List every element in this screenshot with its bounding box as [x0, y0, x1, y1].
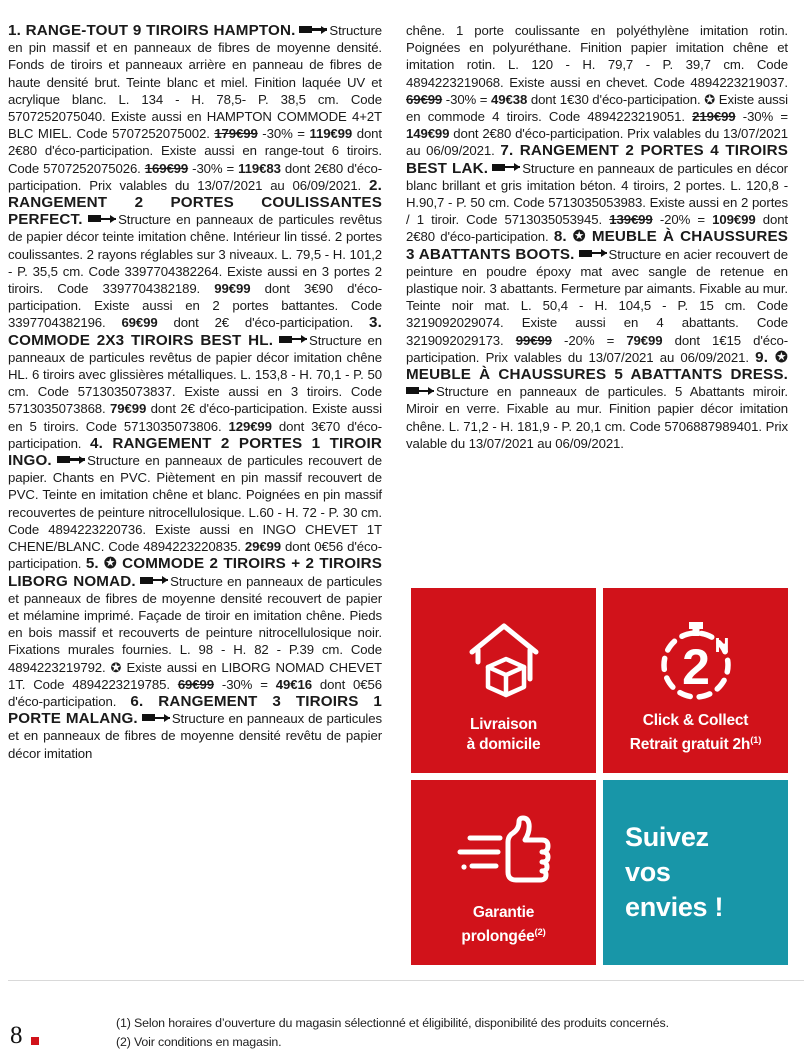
product-block-continued [406, 22, 788, 452]
product-description-end: dont 0€56 d'éco-participation. [8, 539, 382, 572]
footer-legal-notes [116, 1014, 812, 1052]
price-new: 49€16 [275, 676, 312, 692]
discount: -20% = [652, 212, 713, 228]
price-new: 49€38 [491, 91, 528, 107]
price-new: 79€99 [110, 401, 147, 417]
promo-footnote-ref: (1) [750, 734, 762, 746]
price-new: 119€99 [309, 126, 353, 142]
promo-line-2: prolongée [461, 928, 535, 945]
promo-line-2: Retrait gratuit 2h [629, 736, 751, 753]
price-new-2: 69€99 [121, 315, 158, 331]
price-new: 109€99 [712, 212, 756, 228]
price-old: 99€99 [515, 332, 552, 348]
promo-tile-follow[interactable] [603, 780, 788, 965]
bullet-arrow-icon [142, 713, 170, 722]
promo-tile-warranty[interactable] [411, 780, 596, 965]
text-column-left [0, 22, 382, 762]
price-old-2: 169€99 [144, 160, 189, 176]
discount: -20% = [551, 332, 627, 348]
product-description-mid: dont 1€30 d'éco-participation. ✪ Existe aussi en commode 4 tiroirs. Code 4894223219051. [406, 91, 788, 125]
product-description: Structure en panneaux de particules en décor blanc brillant et gris imitation béton. 4 tiroirs, 2 portes. L. 120,8 - H.90,7 - P. 50 cm. Code 5713035053983. Existe aussi en 2 portes / 1 tiroir. Code 5713035053945. [406, 160, 788, 228]
promo-footnote-ref: (2) [534, 926, 546, 938]
promo-line-1: Suivez [625, 822, 709, 852]
bullet-arrow-icon [140, 576, 168, 585]
page-number-square-marker [31, 1037, 39, 1045]
price-new-2: 149€99 [406, 126, 450, 142]
promo-line-2: à domicile [466, 736, 541, 753]
product-title: 9. ✪ MEUBLE À CHAUSSURES 5 ABATTANTS DRESS. [406, 348, 788, 384]
stopwatch-2h-icon [603, 608, 788, 712]
product-description-mid: dont 2€80 d'éco-participation. Existe aussi en range-tout 6 tiroirs. Code 5707252075026. [8, 126, 382, 176]
product-description-end: dont 0€56 d'éco-participation. [8, 676, 382, 709]
footnote-2: (2) Voir conditions en magasin. [116, 1035, 282, 1049]
product-description: Structure en panneaux de particules recouvert de papier. Chants en PVC. Piètement en pin massif recouvert de PVC. Teinte en imitation chêne et blanc. Poignées en pin massif recouvertes de peinture nitrocellulosique. L.60 - H. 72 - P. 30 cm. Code 4894223220736. Existe aussi en INGO CHEVET 1T CHENE/BLANC. Code 4894223220835. [8, 453, 382, 555]
discount: -30% = [213, 676, 276, 692]
product-description-end: dont 2€ d'éco-participation. [157, 315, 354, 331]
promo-caption [630, 711, 761, 755]
price-new-2: 129€99 [228, 418, 272, 434]
price-old-2: 219€99 [692, 109, 736, 125]
discount: -30% = [257, 126, 310, 142]
product-title: 3. COMMODE 2X3 TIROIRS BEST HL. [8, 314, 382, 349]
home-delivery-icon [411, 608, 596, 712]
product-title: 1. RANGE-TOUT 9 TIROIRS HAMPTON. [8, 22, 296, 39]
price-old: 69€99 [177, 676, 214, 692]
product-description: Structure en panneaux de particules. 5 Abattants miroir. Miroir en verre. Fixable au mur. Finition papier décor imitation chêne. L. 71,2 - H. 181,9 - P. 20,1 cm. Code 5706887989401. Prix valable du 13/07/2021 au 06/09/2021. [406, 384, 788, 451]
promo-slogan [625, 820, 723, 925]
discount: -30% = [442, 91, 492, 107]
footnote-1: (1) Selon horaires d’ouverture du magasin sélectionné et éligibilité, disponibilité des produits concernés. [116, 1016, 669, 1030]
price-new: 99€99 [214, 281, 251, 297]
bullet-arrow-icon [299, 25, 327, 34]
promo-tile-delivery[interactable] [411, 588, 596, 773]
product-description-end: dont 2€80 d'éco-participation. Prix valables du 13/07/2021 au 06/09/2021. [8, 160, 382, 193]
product-title: 7. RANGEMENT 2 PORTES 4 TIROIRS BEST LAK. [406, 142, 788, 177]
product-description: Structure en panneaux de particules revêtus de papier décor teinte imitation chêne. Intérieur lin tissé. 2 portes coulissantes. 2 rayons réglables sur 3 niveaux. L. 79,5 - H. 101,2 - P. 35,5 cm. Code 3397704382264. Existe aussi en 3 portes 2 tiroirs. Code 3397704382189. [8, 212, 382, 297]
product-description-mid: dont 2€ d'éco-participation. Existe aussi en 5 tiroirs. Code 5713035073806. [8, 401, 382, 434]
product-description-end: dont 3€70 d'éco-participation. [8, 418, 382, 451]
product-description: Structure en pin massif et en panneaux de fibres de moyenne densité. Fonds de tiroirs et panneaux arrière en panneau de fibres de haute densité brut. Teinte blanc et miel. Finition laquée UV et acrylique blanc. L. 134 - H. 78,5- P. 38,5 cm. Code 5707252075040. Existe aussi en HAMPTON COMMODE 4+2T BLC MIEL. Code 5707252075002. [8, 23, 382, 142]
promo-line-1: Garantie [472, 903, 535, 921]
bullet-arrow-icon [57, 455, 85, 464]
product-description: Structure en panneaux de particules et en panneaux de fibres de moyenne densité revêtu de papier décor imitation [8, 711, 382, 761]
product-title: 5. ✪ COMMODE 2 TIROIRS + 2 TIROIRS LIBORG NOMAD. [8, 555, 382, 590]
product-description-continued: chêne. 1 porte coulissante en polyéthylène imitation rotin. Poignées en polyuréthane. Finition papier imitation chêne et imitation rotin. L. 120 - H. 79,7 - P. 39,7 cm. Code 4894223219068. Existe aussi en chevet. Code 4894223219037. [406, 23, 788, 90]
promo-line-2: vos [625, 857, 671, 887]
bullet-arrow-icon [406, 386, 434, 395]
bullet-arrow-icon [279, 335, 307, 344]
thumbs-up-icon [411, 800, 596, 904]
product-title: 4. RANGEMENT 2 PORTES 1 TIROIR INGO. [8, 434, 382, 470]
price-new: 79€99 [626, 332, 663, 348]
price-old: 139€99 [609, 212, 653, 228]
price-new-2: 119€83 [238, 160, 281, 176]
product-description: Structure en panneaux de particules revêtus de papier décor imitation chêne HL. 6 tiroirs avec glissières métalliques. L. 153,8 - H. 70,1 - P. 50 cm. Code 5713035073837. Existe aussi en 3 tiroirs. Code 5713035073868. [8, 332, 382, 417]
promo-line-1: Click & Collect [642, 711, 749, 729]
svg-text:2: 2 [681, 639, 710, 695]
product-title: 6. RANGEMENT 3 TIROIRS 1 PORTE MALANG. [8, 692, 382, 728]
product-title: 2. RANGEMENT 2 PORTES COULISSANTES PERFECT. [8, 176, 382, 229]
bullet-arrow-icon [88, 214, 116, 223]
bullet-arrow-icon [492, 163, 520, 172]
promo-line-1: Livraison [469, 716, 538, 733]
discount-2: -30% = [735, 109, 788, 125]
promo-tile-click-collect[interactable] [603, 588, 788, 773]
product-description-mid: dont 3€90 d'éco-participation. Existe aussi en 2 portes battantes. Code 3397704382196. [8, 281, 382, 331]
product-description-end: dont 1€15 d'éco-participation. Prix valables du 13/07/2021 au 06/09/2021. [406, 332, 788, 365]
promo-line-3: envies ! [625, 892, 724, 922]
price-old: 69€99 [406, 91, 443, 107]
svg-text:H: H [714, 635, 729, 657]
promo-caption [461, 903, 545, 947]
price-new: 29€99 [244, 539, 282, 555]
page-number-value: 8 [10, 1022, 23, 1049]
promo-services-grid [411, 588, 788, 969]
promo-caption [467, 715, 541, 755]
product-block-1 [8, 22, 382, 762]
footer-divider [8, 980, 804, 981]
price-old: 179€99 [214, 126, 258, 142]
product-description: Structure en panneaux de particules et panneaux de fibres de moyenne densité recouvert de papier et mélamine imprimé. Façade de tiroir en imitation chêne. Pieds en bois massif et recouverts de peinture nitrocellulosique noir. Fixations murales fournies. L. 98 - H. 82 - P.39 cm. Code 4894223219792. ✪ Existe aussi en LIBORG NOMAD CHEVET 1T. Code 4894223219785. [8, 573, 382, 692]
discount-2: -30% = [188, 160, 239, 176]
bullet-arrow-icon [579, 249, 607, 258]
product-description-end: dont 2€80 d'éco-participation. Prix valables du 13/07/2021 au 06/09/2021. [406, 126, 788, 159]
page-number [10, 1022, 39, 1050]
product-description-end: dont 2€80 d'éco-participation. [406, 212, 788, 245]
product-title: 8. ✪ MEUBLE À CHAUSSURES 3 ABATTANTS BOOTS. [406, 228, 788, 263]
product-description: Structure en acier recouvert de peinture en poudre époxy mat avec sangle de retenue en plastique noir. 3 abattants. Fermeture par aimants. Fixable au mur. Teinte noir mat. L. 50,4 - H. 104,5 - P. 15 cm. Code 3219092029074. Existe aussi en 4 abattants. Code 3219092029173. [406, 246, 788, 348]
